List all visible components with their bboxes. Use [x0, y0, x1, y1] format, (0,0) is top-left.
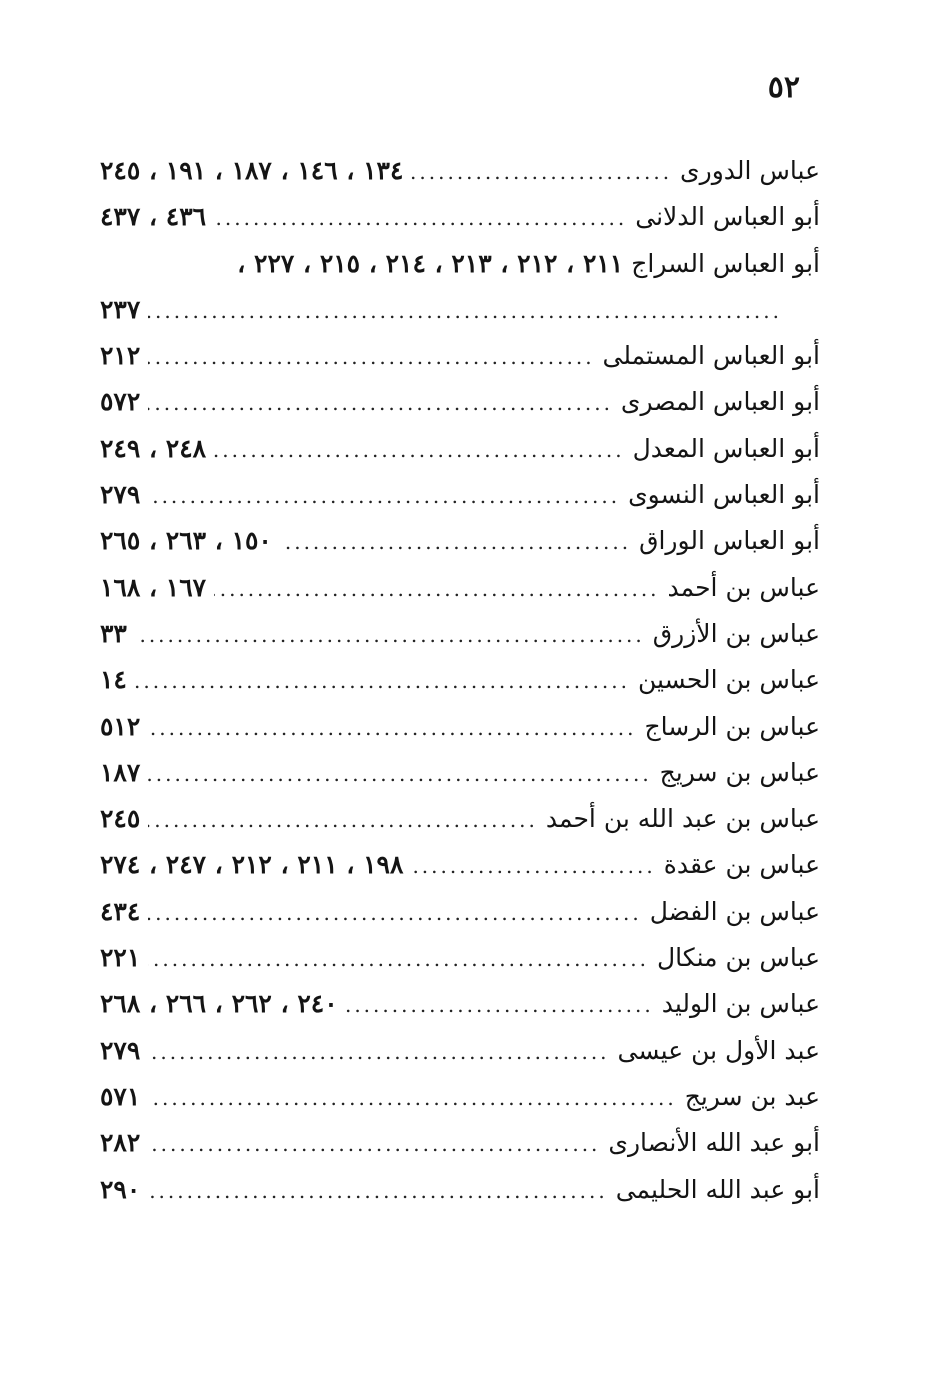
entry-name: عبد الأول بن عيسى — [617, 1035, 820, 1065]
entry-pages: ٢٤٥ — [100, 804, 141, 834]
entry-name: عباس الدورى — [680, 156, 820, 185]
entry-name: عباس بن سريج — [659, 757, 820, 787]
entry-name: أبو العباس المعدل — [632, 433, 820, 463]
entry-name: أبو العباس النسوى — [628, 480, 820, 510]
index-entry — [100, 156, 820, 202]
index-entry — [100, 1082, 820, 1128]
dot-leader — [148, 762, 651, 786]
index-entry — [100, 387, 820, 433]
entry-pages: ١٩٨ ، ٢١١ ، ٢١٢ ، ٢٤٧ ، ٢٧٤ — [100, 850, 404, 880]
entry-pages: ١٤ — [100, 665, 127, 695]
index-entry — [100, 526, 820, 572]
entry-pages: ٤٣٦ ، ٤٣٧ — [100, 202, 207, 232]
index-entry — [100, 804, 820, 850]
entry-name: أبو عبد الله الحليمى — [615, 1174, 820, 1204]
entry-pages: ٢١٢ — [100, 341, 141, 371]
entry-name: عباس بن الأزرق — [652, 618, 820, 648]
entry-name: أبو العباس المستملى — [602, 341, 820, 371]
dot-leader — [148, 1086, 676, 1110]
entry-pages: ٢٧٩ — [100, 480, 141, 510]
page-number: ٥٢ — [767, 70, 800, 105]
dot-leader — [411, 854, 655, 878]
entry-pages: ٢٤٠ ، ٢٦٢ ، ٢٦٦ ، ٢٦٨ — [100, 989, 338, 1019]
dot-leader — [346, 993, 654, 1017]
dot-leader — [148, 808, 538, 832]
dot-leader — [148, 484, 620, 508]
entry-pages: ٢١١ ، ٢١٢ ، ٢١٣ ، ٢١٤ ، ٢١٥ ، ٢٢٧ ، — [237, 248, 624, 278]
entry-pages: ١٥٠ ، ٢٦٣ ، ٢٦٥ — [100, 526, 272, 556]
dot-leader — [148, 345, 594, 369]
entry-name: أبو عبد الله الأنصارى — [608, 1128, 820, 1158]
dot-leader — [148, 391, 613, 415]
index-entry — [100, 249, 820, 295]
dot-leader — [148, 1132, 600, 1156]
entry-name: عباس بن الحسين — [637, 665, 820, 695]
dot-leader — [280, 530, 631, 554]
dot-leader — [148, 1179, 607, 1203]
entry-name: عبد بن سريج — [684, 1081, 820, 1111]
entry-pages: ٤٣٤ — [100, 896, 141, 926]
index-entry-continuation — [100, 295, 820, 341]
entry-pages: ٢٤٨ ، ٢٤٩ — [100, 433, 207, 463]
entry-name: عباس بن عقدة — [663, 850, 820, 880]
dot-leader — [148, 716, 636, 740]
index-entry — [100, 1175, 820, 1221]
entry-pages: ٣٣ — [100, 618, 127, 648]
entry-name: عباس بن منكال — [656, 943, 820, 973]
index-entry — [100, 943, 820, 989]
entry-pages: ٢٩٠ — [100, 1174, 141, 1204]
index-entry — [100, 573, 820, 619]
entry-name: عباس بن الفضل — [649, 896, 820, 926]
dot-leader — [148, 1040, 609, 1064]
index-entry — [100, 897, 820, 943]
entry-pages: ٥١٢ — [100, 711, 141, 741]
index-entry — [100, 1128, 820, 1174]
index-entry — [100, 989, 820, 1035]
entry-pages: ٢٢١ — [100, 943, 141, 973]
entry-name: عباس بن أحمد — [667, 572, 820, 602]
index-entry — [100, 712, 820, 758]
entry-pages: ٥٧٢ — [100, 387, 141, 417]
entry-name: عباس بن عبد الله بن أحمد — [545, 804, 820, 834]
entry-name: أبو العباس المصرى — [620, 387, 820, 417]
dot-leader — [148, 947, 649, 971]
index-list — [100, 156, 820, 1221]
entry-name: أبو العباس الدلانى — [635, 202, 820, 232]
dot-leader — [214, 438, 625, 462]
index-entry — [100, 341, 820, 387]
entry-pages: ١٦٧ ، ١٦٨ — [100, 572, 207, 602]
entry-pages: ٥٧١ — [100, 1081, 141, 1111]
entry-pages: ٢٧٩ — [100, 1035, 141, 1065]
index-entry — [100, 619, 820, 665]
dot-leader — [214, 577, 659, 601]
dot-leader — [214, 206, 627, 230]
dot-leader — [411, 160, 672, 184]
index-entry — [100, 202, 820, 248]
entry-name: عباس بن الوليد — [661, 989, 820, 1019]
index-entry — [100, 850, 820, 896]
entry-name: أبو العباس الوراق — [639, 526, 820, 556]
entry-name: عباس بن الرساج — [644, 711, 820, 741]
entry-pages: ٢٨٢ — [100, 1128, 141, 1158]
entry-pages: ٢٣٧ — [100, 294, 141, 324]
dot-leader — [135, 623, 645, 647]
dot-leader — [148, 299, 782, 323]
index-entry — [100, 480, 820, 526]
dot-leader — [135, 669, 630, 693]
index-entry — [100, 434, 820, 480]
index-entry — [100, 1036, 820, 1082]
entry-pages: ١٣٤ ، ١٤٦ ، ١٨٧ ، ١٩١ ، ٢٤٥ — [100, 156, 404, 185]
index-entry — [100, 665, 820, 711]
dot-leader — [148, 901, 641, 925]
entry-pages: ١٨٧ — [100, 757, 141, 787]
entry-name: أبو العباس السراج — [631, 248, 820, 278]
index-entry — [100, 758, 820, 804]
